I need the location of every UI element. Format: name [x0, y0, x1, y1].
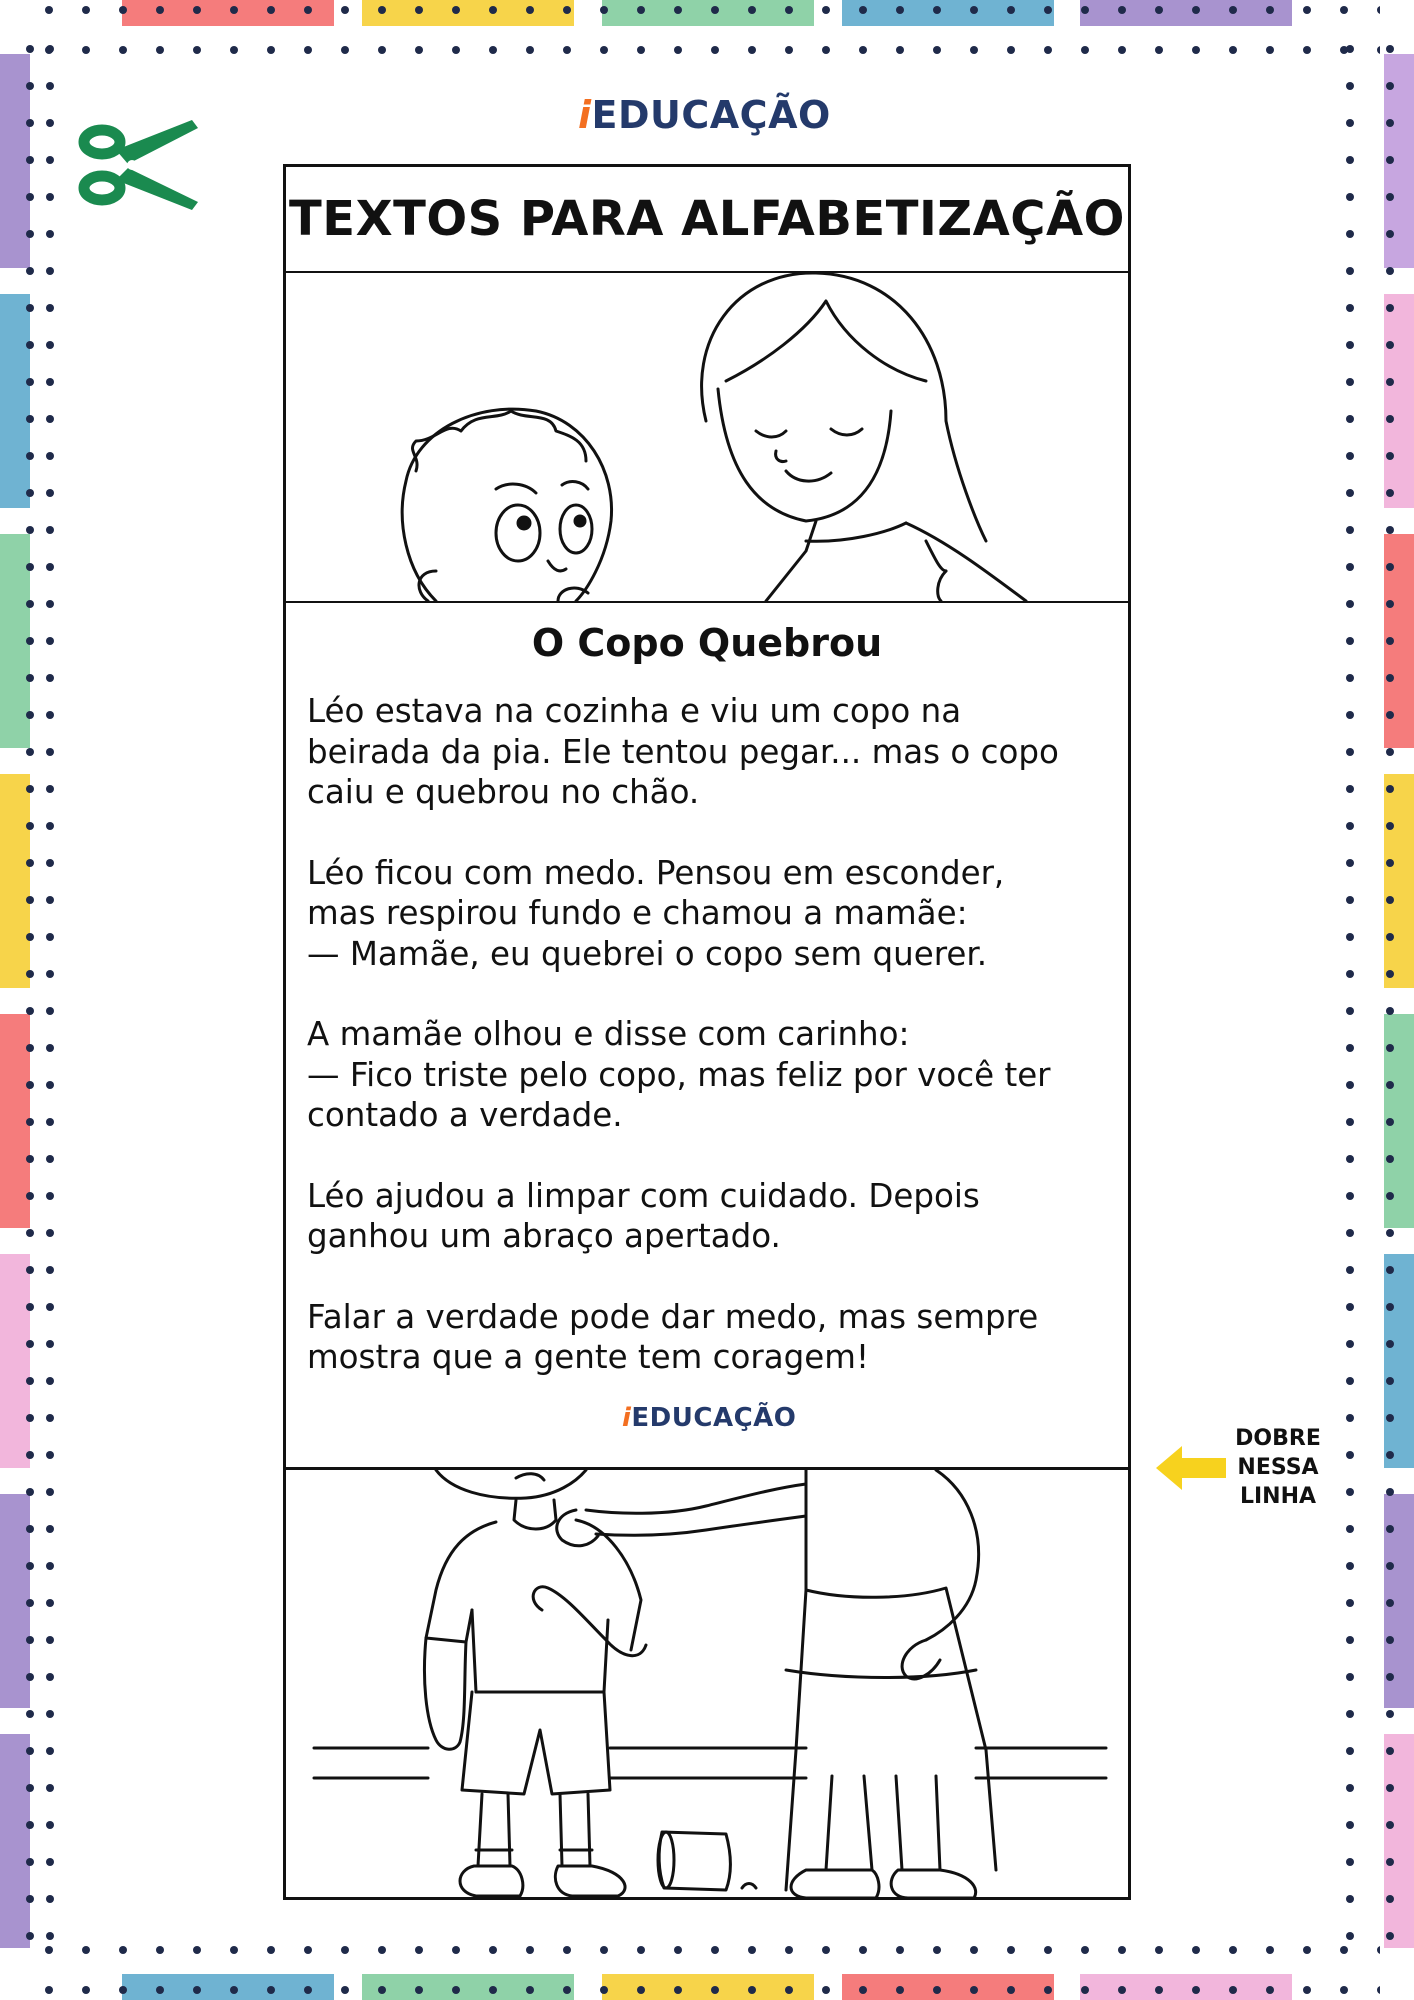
border-dots	[40, 6, 1380, 26]
story-title: O Copo Quebrou	[531, 621, 883, 665]
border-dots	[16, 40, 36, 1960]
fold-line: DOBRE	[1235, 1426, 1321, 1451]
boy-and-mother-drawing	[286, 271, 1128, 601]
border-dots	[40, 42, 1380, 62]
arrow-left-icon	[1150, 1440, 1230, 1496]
brand-logo	[578, 90, 858, 140]
border-dots	[40, 1974, 1380, 1994]
story-paragraph: A mamãe olhou e disse com carinho: — Fico triste pelo copo, mas feliz por você ter contado a verdade.	[307, 1015, 1051, 1134]
border-dots	[40, 1938, 1380, 1958]
story-body	[307, 691, 1117, 1418]
story-section	[286, 603, 1128, 1467]
illustration-bottom	[286, 1467, 1128, 1900]
story-paragraph: Léo estava na cozinha e viu um copo na beirada da pia. Ele tentou pegar... mas o copo caiu e quebrou no chão.	[307, 692, 1059, 811]
border-dots	[1340, 40, 1360, 1960]
brand-logo-small	[622, 1401, 822, 1435]
title-box	[286, 167, 1128, 273]
story-paragraph: Léo ajudou a limpar com cuidado. Depois ganhou um abraço apertado.	[307, 1176, 980, 1255]
page-title: TEXTOS PARA ALFABETIZAÇÃO	[289, 191, 1125, 247]
illustration-top	[286, 271, 1128, 603]
story-paragraph: Falar a verdade pode dar medo, mas sempre mostra que a gente tem coragem!	[307, 1297, 1039, 1376]
brand-name: EDUCAÇÃO	[631, 1403, 797, 1433]
fold-instruction	[1228, 1424, 1328, 1511]
reading-card	[283, 164, 1131, 1900]
brand-name: EDUCAÇÃO	[591, 93, 831, 137]
boy-mother-broken-cup-drawing	[286, 1470, 1128, 1900]
border-dots	[1378, 40, 1398, 1960]
border-dots	[40, 40, 60, 1960]
logo-mark: i	[578, 93, 592, 137]
fold-line: LINHA	[1239, 1484, 1317, 1509]
logo-mark: i	[622, 1403, 632, 1433]
story-paragraph: Léo ficou com medo. Pensou em esconder, mas respirou fundo e chamou a mamãe: — Mamãe, eu quebrei o copo sem querer.	[307, 853, 1005, 973]
fold-line: NESSA	[1237, 1455, 1319, 1480]
scissors-icon	[72, 116, 202, 216]
